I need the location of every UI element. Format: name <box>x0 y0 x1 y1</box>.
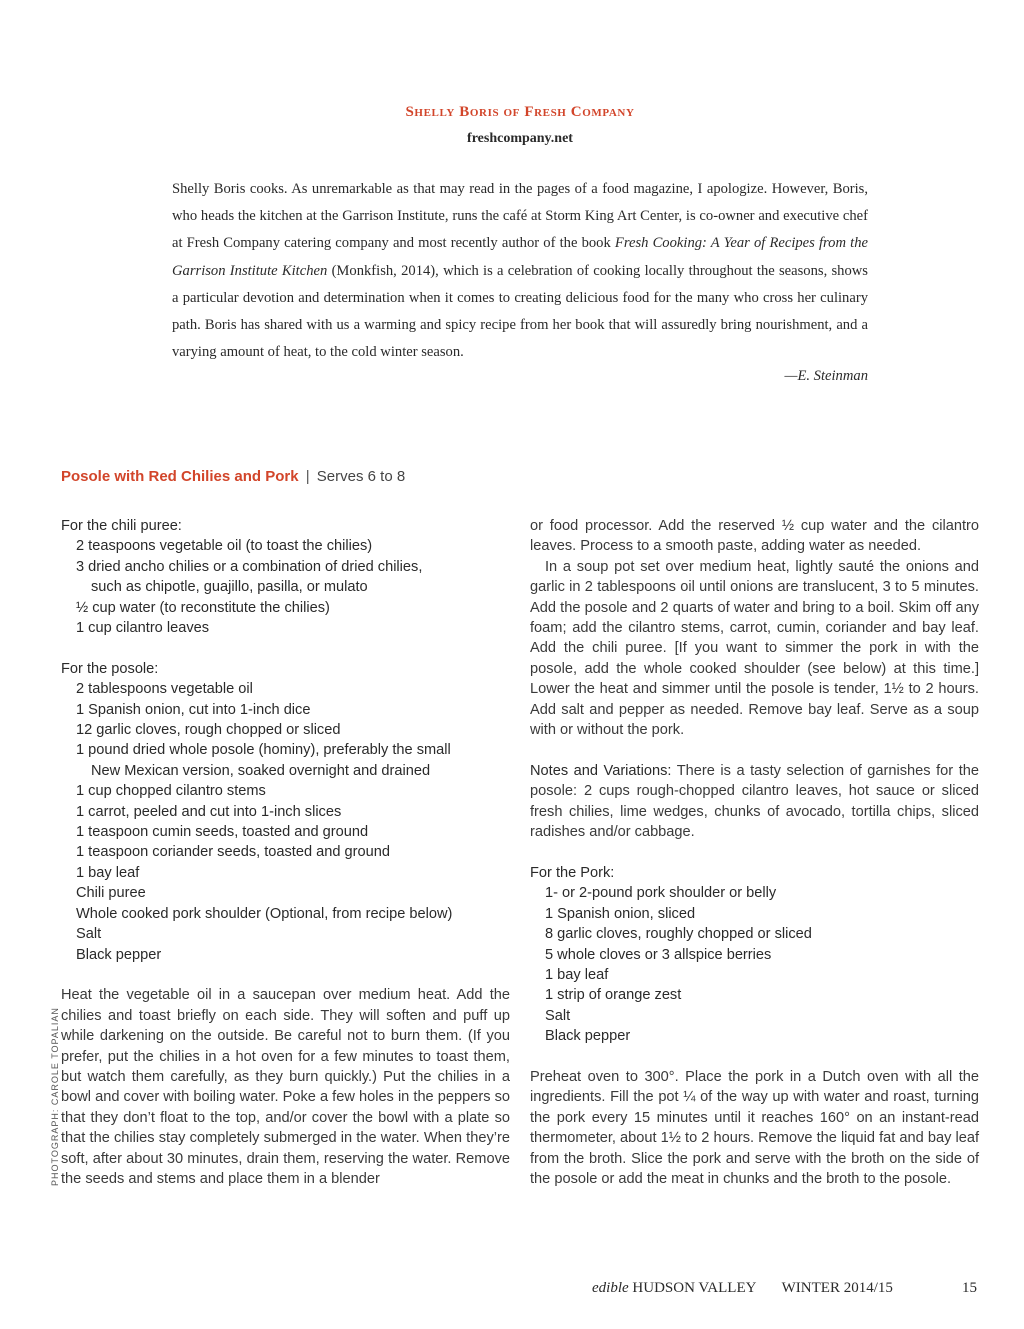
ingredient-item: 1 teaspoon cumin seeds, toasted and ground <box>76 824 369 841</box>
ingredient-item: 1 pound dried whole posole (hominy), preferably the small <box>76 742 451 759</box>
pork-heading: For the Pork: <box>530 864 615 881</box>
ingredient-item: 3 dried ancho chilies or a combination of dried chilies, <box>76 558 423 575</box>
recipe-serves: Serves 6 to 8 <box>316 468 406 485</box>
ingredient-item: 1 strip of orange zest <box>545 987 682 1004</box>
intro-text-end: (Monkfish, 2014), which is a celebration of cooking locally throughout the seasons, shows a particular devotion and determination when it comes to creating delicious food for the many who cross her culinary path. Boris has shared with us a warming and spicy recipe from her book that will assuredly bring nourishment, and a varying amount of heat, to the cold winter season. <box>172 262 868 361</box>
ingredient-item: 2 tablespoons vegetable oil <box>76 681 253 698</box>
notes-paragraph <box>530 761 979 843</box>
intro-text-start: Shelly Boris cooks. As unremarkable as that may read in the pages of a food magazine, I apologize. However, Boris, who heads the kitchen at the Garrison Institute, runs the café at Storm King Art Center, is co-owner and executive chef at Fresh Company catering company and most recently author of the book <box>172 181 868 252</box>
ingredient-item: 2 teaspoons vegetable oil (to toast the chilies) <box>76 538 373 555</box>
left-column <box>61 516 510 1189</box>
profile-name: Shelly Boris of Fresh Company <box>405 104 635 120</box>
footer <box>592 1280 893 1297</box>
ingredient-item: 5 whole cloves or 3 allspice berries <box>545 946 772 963</box>
footer-magazine: HUDSON VALLEY <box>632 1280 756 1296</box>
recipe-title-row <box>61 468 405 485</box>
ingredient-item: 1 Spanish onion, sliced <box>545 905 696 922</box>
ingredient-item: 1 cup cilantro leaves <box>76 620 210 637</box>
ingredient-item: 8 garlic cloves, roughly chopped or sliced <box>545 926 812 943</box>
ingredient-item: 1 carrot, peeled and cut into 1-inch slices <box>76 803 342 820</box>
ingredient-item: 12 garlic cloves, rough chopped or sliced <box>76 722 341 739</box>
right-column <box>530 516 979 1189</box>
method-paragraph: In a soup pot set over medium heat, lightly sauté the onions and garlic in 2 tablespoons oil until onions are translucent, 3 to 5 minutes. Add the posole and 2 quarts of water and bring to a boil. Skim off any foam; add the cilantro stems, carrot, cumin, coriander and bay leaf. Add the chili puree. [If you want to simmer the pork in with the posole, add the whole cooked shoulder (see below) at this time.] Lower the heat and simmer until the posole is tender, 1½ to 2 hours. Add salt and pepper as needed. Remove bay leaf. Serve as a soup with or without the pork. <box>530 558 979 739</box>
ingredient-item: Whole cooked pork shoulder (Optional, from recipe below) <box>76 905 453 922</box>
profile-url[interactable]: freshcompany.net <box>467 131 573 146</box>
ingredient-item: Black pepper <box>545 1028 631 1045</box>
ingredient-item: 1 cup chopped cilantro stems <box>76 783 266 800</box>
method-paragraph: or food processor. Add the reserved ½ cup water and the cilantro leaves. Process to a smooth paste, adding water as needed. <box>530 518 979 555</box>
pork-method-paragraph: Preheat oven to 300°. Place the pork in a Dutch oven with all the ingredients. Fill the pot ¼ of the way up with water and roast, turning the pork every 15 minutes until it reaches 160° on an instant-read thermometer, about 1½ to 2 hours. Remove the liquid fat and bay leaf from the broth. Slice the pork and serve with the broth on the side of the posole or add the meat in chunks and the broth to the posole. <box>530 1068 979 1187</box>
byline: —E. Steinman <box>784 368 868 384</box>
footer-season: WINTER 2014/15 <box>781 1280 893 1296</box>
ingredient-item: Chili puree <box>76 885 146 902</box>
ingredient-item: such as chipotle, guajillo, pasilla, or mulato <box>91 579 368 596</box>
profile-header <box>0 104 1024 147</box>
notes-heading: Notes and Variations: <box>530 762 672 779</box>
page-number: 15 <box>962 1280 977 1296</box>
notes-text: There is a tasty selection of garnishes for the posole: 2 cups rough-chopped cilantro leaves, hot sauce or sliced fresh chilies, lime wedges, chunks of avocado, tortilla chips, sliced radishes and/or cabbage. <box>530 762 979 841</box>
ingredient-item: 1 Spanish onion, cut into 1-inch dice <box>76 701 311 718</box>
ingredient-item: 1 bay leaf <box>76 864 140 881</box>
ingredient-item: 1 bay leaf <box>545 966 609 983</box>
posole-heading: For the posole: <box>61 660 159 677</box>
title-separator: | <box>305 468 310 485</box>
footer-edible: edible <box>592 1280 629 1296</box>
book-title: Fresh Cooking: A Year of Recipes from the Garrison Institute Kitchen <box>172 235 868 279</box>
intro-paragraph <box>172 176 868 366</box>
ingredient-item: Black pepper <box>76 946 162 963</box>
photo-credit: PHOTOGRAPH: CAROLE TOPALIAN <box>50 1007 60 1186</box>
ingredient-item: 1 teaspoon coriander seeds, toasted and ground <box>76 844 390 861</box>
ingredient-item: New Mexican version, soaked overnight and drained <box>91 762 431 779</box>
recipe-title: Posole with Red Chilies and Pork <box>61 468 299 485</box>
method-paragraph: Heat the vegetable oil in a saucepan over medium heat. Add the chilies and toast briefly on each side. They will soften and puff up while darkening on the outside. Be careful not to burn them. (If you prefer, put the chilies in a hot oven for a few minutes to toast them, but watch them carefully, as they burn quickly.) Put the chilies in a bowl and cover with boiling water. Poke a few holes in the peppers so that they don’t float to the top, and/or cover the bowl with a plate so that the chilies stay completely submerged in the water. When they’re soft, after about 30 minutes, drain them, reserving the water. Remove the seeds and stems and place them in a blender <box>61 987 510 1187</box>
ingredient-item: 1- or 2-pound pork shoulder or belly <box>545 885 777 902</box>
ingredient-item: Salt <box>76 926 102 943</box>
chili-puree-heading: For the chili puree: <box>61 518 182 534</box>
ingredient-item: ½ cup water (to reconstitute the chilies) <box>76 599 330 616</box>
ingredient-item: Salt <box>545 1007 571 1024</box>
